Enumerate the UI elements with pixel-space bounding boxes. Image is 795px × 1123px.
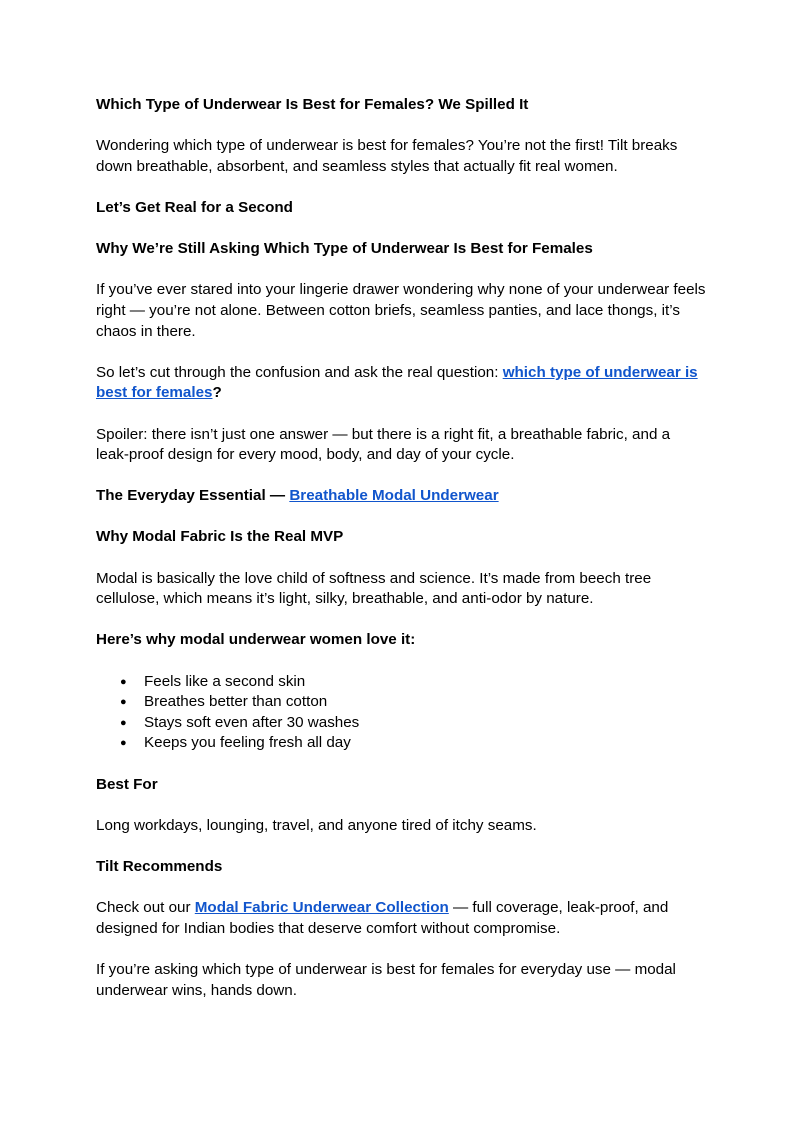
everyday-heading-prefix: The Everyday Essential — (96, 487, 290, 505)
list-item (96, 733, 706, 754)
list-item-text: Stays soft even after 30 washes (144, 713, 360, 731)
document-title: Which Type of Underwear Is Best for Females? We Spilled It (96, 96, 529, 113)
document-page (96, 95, 706, 1022)
bullet-icon: ● (120, 675, 127, 688)
bullet-icon: ● (120, 737, 127, 750)
bullet-icon: ● (120, 696, 127, 709)
paragraph-lingerie-drawer: If you’ve ever stared into your lingerie drawer wondering why none of your underwear feels right — you’re not alone. Between cotton briefs, seamless panties, and lace thongs, it’s chaos in there. (96, 281, 706, 340)
list-item (96, 692, 706, 713)
paragraph-spoiler: Spoiler: there isn’t just one answer — but there is a right fit, a breathable fabric, and a leak-proof design for every mood, body, and day of your cycle. (96, 425, 671, 464)
section-subheading-why: Why We’re Still Asking Which Type of Underwear Is Best for Females (96, 240, 593, 258)
real-question-suffix: ? (212, 384, 222, 402)
breathable-modal-link[interactable]: Breathable Modal Underwear (289, 487, 499, 505)
modal-collection-link[interactable]: Modal Fabric Underwear Collection (194, 899, 449, 917)
paragraph-modal-intro: Modal is basically the love child of softness and science. It’s made from beech tree cellulose, which means it’s light, silky, breathable, and anti-odor by nature. (96, 569, 652, 608)
list-item-text: Feels like a second skin (144, 672, 306, 690)
closing-paragraph: If you’re asking which type of underwear is best for females for everyday use — modal underwear wins, hands down. (96, 960, 676, 999)
recommends-heading: Tilt Recommends (96, 857, 223, 875)
which-type-link[interactable]: which type of underwear is best for females (96, 363, 698, 402)
section-subheading-mvp: Why Modal Fabric Is the Real MVP (96, 528, 344, 546)
bullet-icon: ● (120, 716, 127, 729)
recommends-paragraph (96, 898, 706, 939)
benefits-list (96, 672, 706, 754)
section-heading-real: Let’s Get Real for a Second (96, 198, 293, 216)
list-item-text: Breathes better than cotton (144, 693, 328, 711)
best-for-heading: Best For (96, 775, 158, 793)
list-item (96, 672, 706, 693)
best-for-paragraph: Long workdays, lounging, travel, and anyone tired of itchy seams. (96, 816, 537, 834)
recommends-suffix: — full coverage, leak-proof, and designed for Indian bodies that deserve comfort without compromise. (96, 899, 669, 937)
section-heading-everyday (96, 486, 706, 507)
paragraph-real-question (96, 363, 706, 404)
list-item-text: Keeps you feeling fresh all day (144, 734, 351, 752)
list-item (96, 713, 706, 734)
list-heading: Here’s why modal underwear women love it: (96, 631, 416, 649)
real-question-prefix: So let’s cut through the confusion and ask the real question: (96, 363, 503, 381)
recommends-prefix: Check out our (96, 899, 195, 917)
intro-paragraph: Wondering which type of underwear is best for females? You’re not the first! Tilt breaks down breathable, absorbent, and seamless styles that actually fit real women. (96, 137, 678, 175)
